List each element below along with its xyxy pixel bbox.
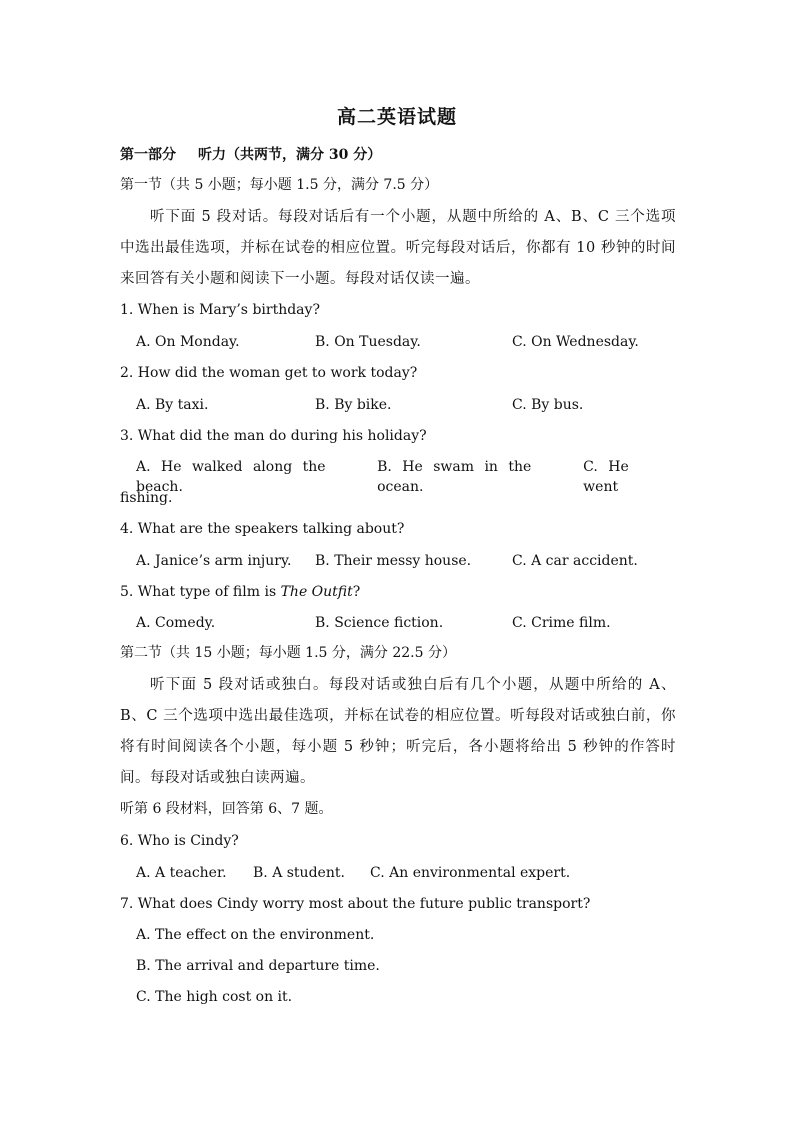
question-7-option-a: A. The effect on the environment.: [136, 927, 375, 943]
question-5-stem-suffix: ?: [352, 584, 361, 600]
question-3-stem: 3. What did the man do during his holiday?: [120, 428, 427, 444]
question-6-option-c: C. An environmental expert.: [370, 865, 571, 881]
question-1-option-a: A. On Monday.: [136, 334, 240, 350]
question-2-option-a: A. By taxi.: [136, 397, 209, 413]
question-1-stem: 1. When is Mary’s birthday?: [120, 302, 320, 318]
question-3-option-b: B. He swam in the ocean.: [377, 459, 532, 495]
question-5-film-title: The Outfit: [280, 584, 353, 600]
question-5-stem-prefix: 5. What type of film is: [120, 584, 281, 600]
question-2-option-c: C. By bus.: [512, 397, 584, 413]
question-2-stem: 2. How did the woman get to work today?: [120, 365, 418, 381]
question-4-option-c: C. A car accident.: [512, 553, 638, 569]
section2-instructions: 听下面 5 段对话或独白。每段对话或独白后有几个小题，从题中所给的 A、B、C 三个选项中选出最佳选项，并标在试卷的相应位置。听每段对话或独白前，你将有时间阅读各个小题，每小题 5 秒钟；听完后，各小题将给出 5 秒钟的作答时间。每段对话或独白读两遍。: [120, 677, 676, 786]
question-1-option-c: C. On Wednesday.: [512, 334, 639, 350]
part1-heading-detail: 听力（共两节，满分 30 分）: [198, 147, 382, 163]
question-6-stem: 6. Who is Cindy?: [120, 833, 239, 849]
page-title: 高二英语试题: [336, 106, 457, 128]
question-4-option-b: B. Their messy house.: [315, 553, 472, 569]
question-3-options: [136, 457, 672, 497]
question-7-option-b: B. The arrival and departure time.: [136, 958, 380, 974]
question-1-option-b: B. On Tuesday.: [315, 334, 421, 350]
material-6-heading: 听第 6 段材料，回答第 6、7 题。: [120, 801, 333, 817]
section2-heading: 第二节（共 15 小题；每小题 1.5 分，满分 22.5 分）: [120, 645, 456, 661]
part1-heading-label: 第一部分: [120, 147, 176, 163]
section1-instructions: 听下面 5 段对话。每段对话后有一个小题，从题中所给的 A、B、C 三个选项中选出最佳选项，并标在试卷的相应位置。听完每段对话后，你都有 10 秒钟的时间来回答有关小题和阅读下一小题。每段对话仅读一遍。: [120, 209, 676, 287]
section1-heading: 第一节（共 5 小题；每小题 1.5 分，满分 7.5 分）: [120, 177, 439, 193]
part1-heading: [120, 145, 381, 165]
question-2-option-b: B. By bike.: [315, 397, 392, 413]
question-4-option-a: A. Janice’s arm injury.: [136, 553, 292, 569]
question-7-option-c: C. The high cost on it.: [136, 989, 293, 1005]
question-5-option-c: C. Crime film.: [512, 615, 611, 631]
question-6-option-a: A. A teacher.: [136, 865, 227, 881]
question-4-stem: 4. What are the speakers talking about?: [120, 521, 405, 537]
question-6-option-b: B. A student.: [253, 865, 345, 881]
question-3-option-c: C. He went: [583, 459, 629, 495]
question-5-option-a: A. Comedy.: [136, 615, 216, 631]
question-5-option-b: B. Science fiction.: [315, 615, 444, 631]
question-3-option-a: A. He walked along the beach.: [136, 459, 326, 495]
question-7-stem: 7. What does Cindy worry most about the future public transport?: [120, 896, 591, 912]
question-3-option-c-overflow: fishing.: [120, 490, 173, 506]
question-5-stem: [120, 582, 360, 602]
